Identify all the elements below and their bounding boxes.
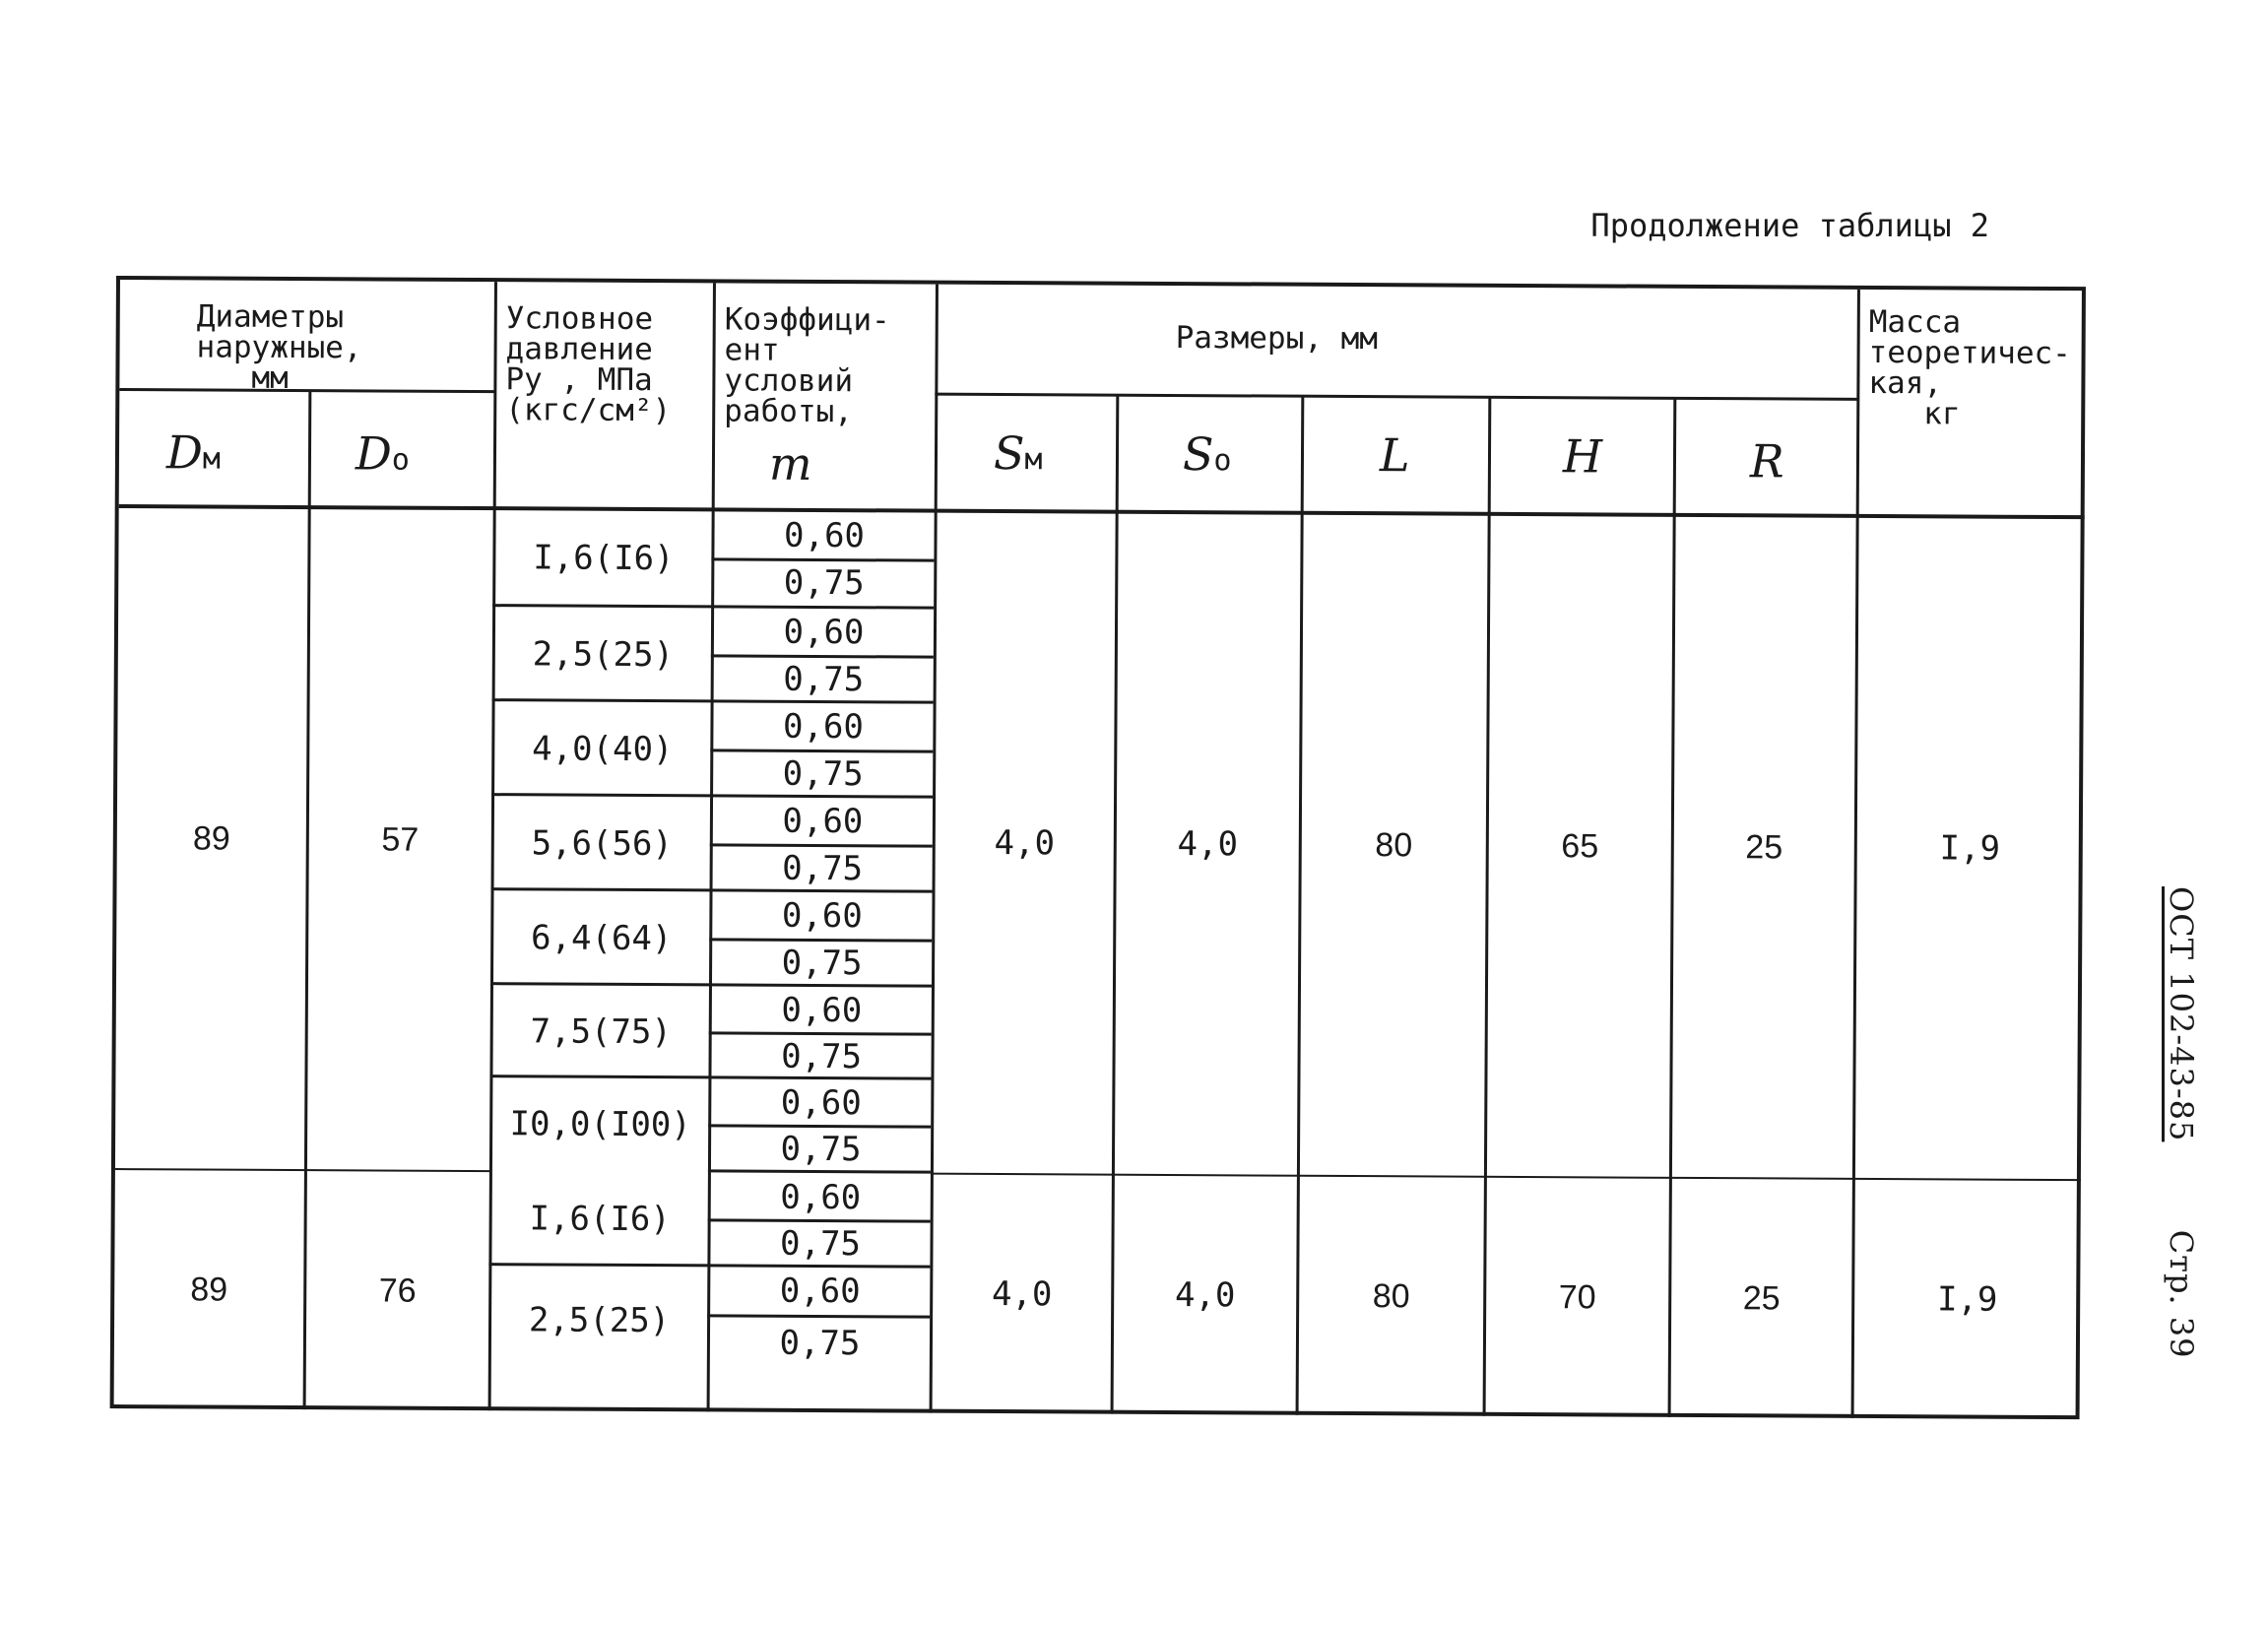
coefficient-cell: 0,75 xyxy=(783,562,865,604)
pressure-cell: 2,5(25) xyxy=(528,1300,671,1341)
coefficient-cell: 0,75 xyxy=(779,1223,862,1264)
group1-so: 4,0 xyxy=(1177,824,1239,865)
header-sm: Sм xyxy=(993,425,1043,481)
group1-dm: 89 xyxy=(192,819,230,858)
coefficient-cell: 0,75 xyxy=(783,659,865,700)
group2-mass: I,9 xyxy=(1936,1279,1998,1320)
pressure-cell: 2,5(25) xyxy=(532,634,675,676)
header-so: Sо xyxy=(1182,427,1232,482)
group1-mass: I,9 xyxy=(1939,828,2001,869)
doc-code: ОСТ 102-43-85 xyxy=(2163,886,2200,1142)
header-diameters: Диаметры наружные, мм xyxy=(196,298,362,396)
group2-sm: 4,0 xyxy=(991,1273,1053,1315)
group2-l: 80 xyxy=(1372,1277,1410,1316)
pressure-cell: I0,0(I00) xyxy=(509,1104,691,1145)
coefficient-cell: 0,60 xyxy=(782,801,864,842)
group2-dm: 89 xyxy=(190,1271,228,1309)
header-rule-sizes xyxy=(935,393,1858,401)
group1-sm: 4,0 xyxy=(994,822,1056,864)
coefficient-cell: 0,60 xyxy=(783,612,865,653)
coefficient-cell: 0,60 xyxy=(782,706,865,748)
group2-h: 70 xyxy=(1558,1278,1596,1317)
header-coefficient: Коэффици- ент условий работы, xyxy=(724,301,890,430)
group2-so: 4,0 xyxy=(1174,1275,1236,1316)
header-h: H xyxy=(1562,429,1603,484)
header-pressure: Условное давление Pу , МПа (кгс/см²) xyxy=(505,300,672,429)
coefficient-cell: 0,75 xyxy=(781,943,863,984)
pressure-cell: 5,6(56) xyxy=(531,823,674,865)
pressure-cell: 7,5(75) xyxy=(530,1011,672,1053)
coefficient-cell: 0,60 xyxy=(783,515,866,556)
group1-h: 65 xyxy=(1561,827,1599,866)
side-note xyxy=(2163,886,2200,1358)
coefficient-cell: 0,60 xyxy=(779,1271,861,1312)
group1-do: 57 xyxy=(381,820,420,859)
table-caption: Продолжение таблицы 2 xyxy=(1590,207,1989,244)
header-coefficient-symbol: m xyxy=(768,436,812,490)
coefficient-cell: 0,75 xyxy=(780,1129,862,1169)
coefficient-cell: 0,75 xyxy=(782,753,864,795)
header-mass: Масса теоретичес- кая, кг xyxy=(1868,303,2072,432)
pressure-cell: I,6(I6) xyxy=(529,1199,671,1240)
coefficient-cell: 0,75 xyxy=(779,1323,861,1364)
coefficient-cell: 0,60 xyxy=(780,1082,862,1123)
pressure-cell: 4,0(40) xyxy=(532,729,674,770)
header-dm: Dм xyxy=(165,425,222,480)
header-sizes: Размеры, мм xyxy=(1175,320,1379,358)
header-l: L xyxy=(1379,428,1410,483)
side-note-spacer xyxy=(2163,1141,2200,1229)
coefficient-cell: 0,60 xyxy=(781,990,863,1030)
page-label: Стр. 39 xyxy=(2163,1229,2200,1359)
pressure-cell: I,6(I6) xyxy=(533,538,675,579)
coefficient-cell: 0,60 xyxy=(780,1177,862,1217)
header-r: R xyxy=(1749,434,1784,489)
coefficient-cell: 0,75 xyxy=(782,848,864,889)
group1-l: 80 xyxy=(1375,826,1413,865)
group2-r: 25 xyxy=(1742,1279,1781,1318)
group2-do: 76 xyxy=(378,1271,417,1310)
dimensions-table xyxy=(110,276,2086,1419)
coefficient-cell: 0,75 xyxy=(781,1036,863,1076)
group1-r: 25 xyxy=(1745,828,1783,867)
header-do: Dо xyxy=(355,426,411,481)
coefficient-cell: 0,60 xyxy=(781,895,863,937)
pressure-cell: 6,4(64) xyxy=(530,918,673,959)
